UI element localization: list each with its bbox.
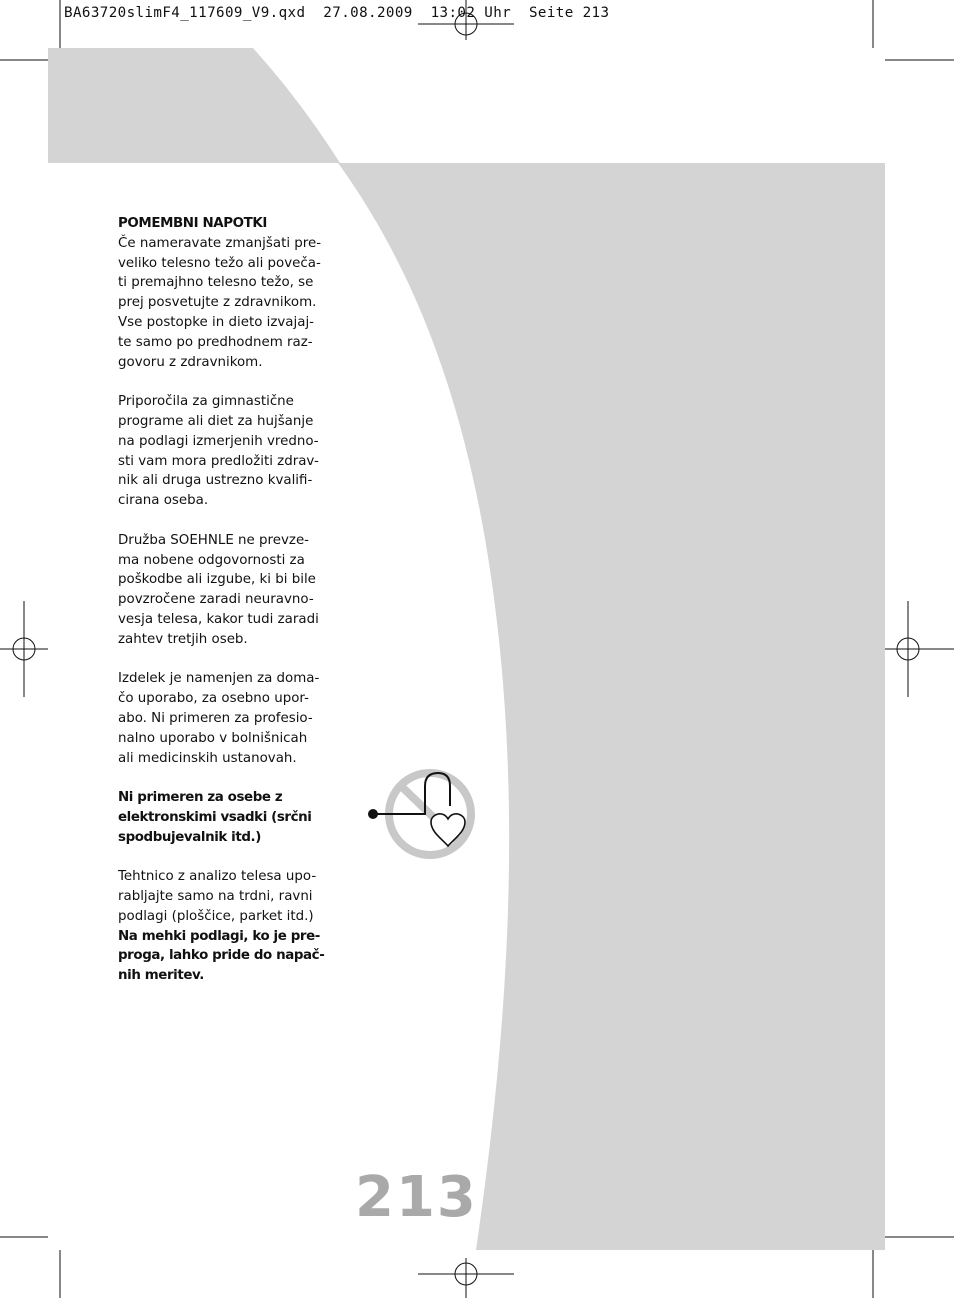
text-line: programe ali diet za hujšanje bbox=[118, 413, 314, 429]
paragraph-liability bbox=[118, 531, 350, 650]
text-line: na podlagi izmerjenih vredno- bbox=[118, 433, 319, 449]
text-line: Družba SOEHNLE ne prevze- bbox=[118, 532, 310, 548]
text-line: nalno uporabo v bolnišnicah bbox=[118, 730, 308, 746]
text-line: zahtev tretjih oseb. bbox=[118, 631, 248, 647]
warning-line: Na mehki podlagi, ko je pre- bbox=[118, 928, 320, 944]
text-line: ali medicinskih ustanovah. bbox=[118, 750, 297, 766]
paragraph-intended-use bbox=[118, 669, 350, 768]
registration-mark-left bbox=[0, 601, 48, 697]
text-line: cirana oseba. bbox=[118, 493, 209, 509]
text-line: te samo po predhodnem raz- bbox=[118, 334, 313, 350]
paragraph-surface bbox=[118, 867, 350, 986]
warning-line: Ni primeren za osebe z bbox=[118, 790, 283, 806]
text-line: sti vam mora predložiti zdrav- bbox=[118, 453, 319, 469]
text-line: poškodbe ali izgube, ki bi bile bbox=[118, 572, 316, 588]
text-line: čo uporabo, za osebno upor- bbox=[118, 691, 309, 707]
text-line: govoru z zdravnikom. bbox=[118, 354, 263, 370]
text-line: Vse postopke in dieto izvajaj- bbox=[118, 314, 314, 330]
text-line: abo. Ni primeren za profesio- bbox=[118, 710, 313, 726]
gray-panel bbox=[338, 163, 885, 1250]
text-column bbox=[118, 214, 350, 1006]
top-gray-tab bbox=[48, 48, 340, 163]
page-number: 213 bbox=[355, 1165, 478, 1230]
paragraph-implant-warning bbox=[118, 788, 350, 847]
text-line: veliko telesno težo ali poveča- bbox=[118, 255, 321, 271]
text-line: podlagi (ploščice, parket itd.) bbox=[118, 908, 314, 924]
paragraph-recommendations bbox=[118, 392, 350, 511]
text-line: Tehtnico z analizo telesa upo- bbox=[118, 869, 317, 885]
warning-line: spodbujevalnik itd.) bbox=[118, 829, 261, 845]
registration-mark-bottom bbox=[418, 1258, 514, 1298]
text-line: ti premajhno telesno težo, se bbox=[118, 275, 314, 291]
registration-mark-right bbox=[885, 601, 954, 697]
warning-line: proga, lahko pride do napač- bbox=[118, 948, 325, 964]
text-line: Izdelek je namenjen za doma- bbox=[118, 671, 320, 687]
warning-line: nih meritev. bbox=[118, 968, 204, 984]
text-line: nik ali druga ustrezno kvalifi- bbox=[118, 473, 313, 489]
text-line: prej posvetujte z zdravnikom. bbox=[118, 295, 317, 311]
text-line: Priporočila za gimnastične bbox=[118, 394, 294, 410]
text-line: Če nameravate zmanjšati pre- bbox=[118, 235, 322, 251]
section-heading: POMEMBNI NAPOTKI bbox=[118, 216, 267, 231]
text-line: ma nobene odgovornosti za bbox=[118, 552, 305, 568]
text-line: povzročene zaradi neuravno- bbox=[118, 592, 314, 608]
section-heading-paragraph bbox=[118, 214, 350, 372]
text-line: rabljajte samo na trdni, ravni bbox=[118, 889, 313, 905]
warning-line: elektronskimi vsadki (srčni bbox=[118, 809, 312, 825]
text-line: vesja telesa, kakor tudi zaradi bbox=[118, 611, 319, 627]
no-pacemaker-icon bbox=[368, 773, 471, 855]
print-slug: BA63720slimF4_117609_V9.qxd 27.08.2009 13:02 Uhr Seite 213 bbox=[64, 5, 610, 21]
